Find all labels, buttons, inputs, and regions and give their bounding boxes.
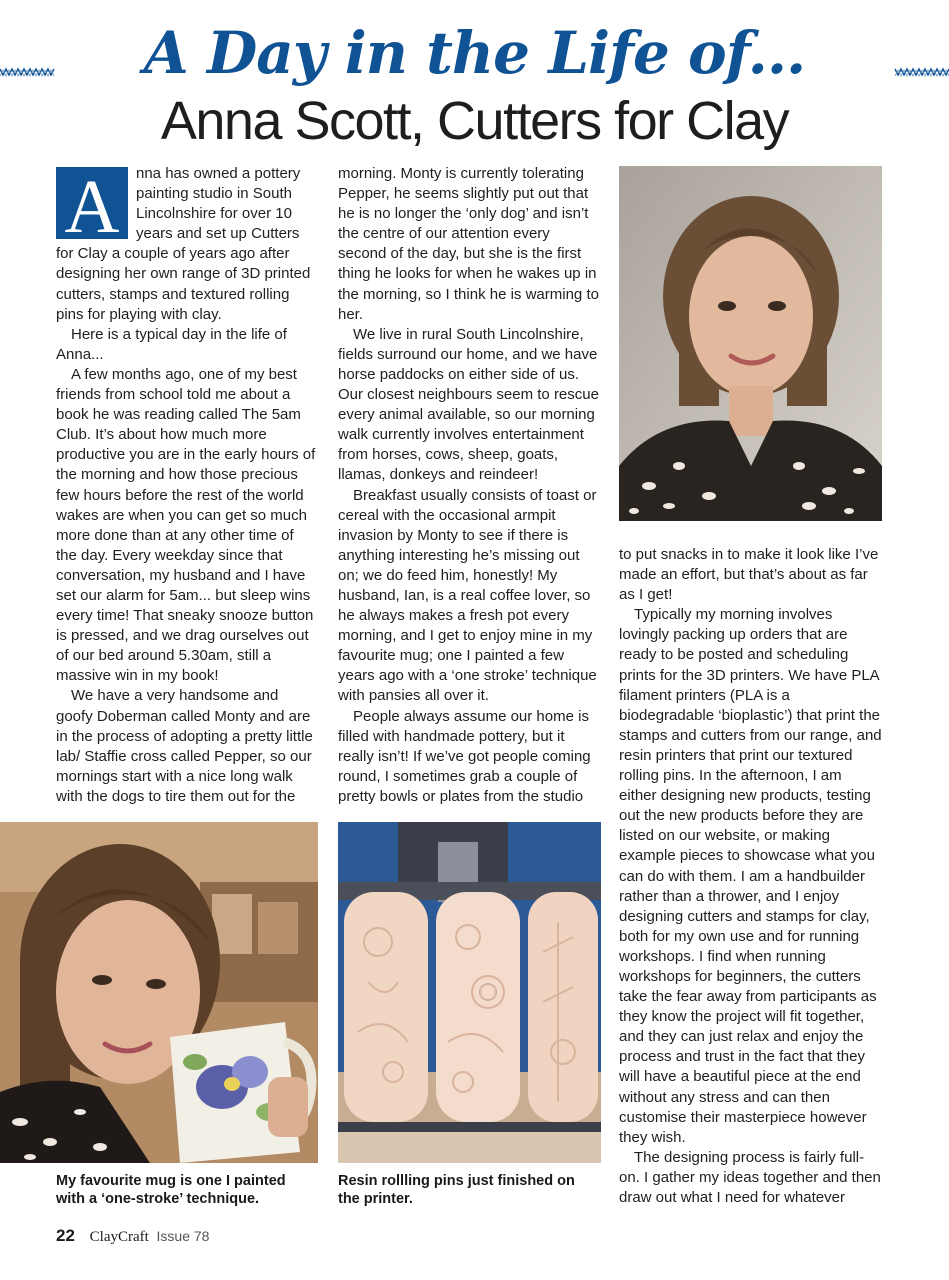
paragraph: The designing process is fairly full-on. I gather my ideas together and then draw out what I need for whatever — [619, 1148, 881, 1206]
portrait-photo — [619, 166, 882, 521]
paragraph: People always assume our home is filled with handmade pottery, but it really isn’t! If we’ve got people coming round, I sometimes grab a couple of pretty bowls or plates from the studio — [338, 707, 591, 805]
paragraph: morning. Monty is currently tolerating Pepper, he seems slightly put out that he is no longer the ‘only dog’ and isn’t the centre of our attention every second of the day, but she is the first thing he looks for when he wakes up in the morning, so I think he is warming to her. — [338, 165, 599, 323]
paragraph: to put snacks in to make it look like I’ve made an effort, but that’s about as far as I get! — [619, 546, 879, 604]
paragraph: A few months ago, one of my best friends from school told me about a book he was reading called The 5am Club. It’s about how much more productive you are in the early hours of the morning and how those precious few hours before the rest of the world wakes are when you can get so much more done than at any other time of the day. Every weekday since that conversation, my husband and I have set our alarm for 5am... but sleep wins every time! That sneaky snooze button is pressed, and we drag ourselves out of our bed around 5.30am, still a massive win in my book! — [56, 365, 316, 685]
mug-photo-caption: My favourite mug is one I painted with a ‘one-stroke’ technique. — [56, 1173, 286, 1207]
paragraph: nna has owned a pottery painting studio in South Lincolnshire for over 10 years and set up Cutters for Clay a couple of years ago after designing her own range of 3D printed cutters, stamps and textured rolling pins for playing with clay. — [56, 165, 311, 323]
article-column-1 — [56, 164, 318, 807]
paragraph: Here is a typical day in the life of Anna... — [56, 325, 287, 363]
paragraph: We have a very handsome and goofy Doberman called Monty and are in the process of adopting a pretty little lab/ Staffie cross called Pepper, so our mornings start with a nice long walk with the dogs to tire them out for the — [56, 687, 313, 805]
paragraph: Typically my morning involves lovingly packing up orders that are ready to be posted and scheduling prints for the 3D printers. We have PLA filament printers (PLA is a biodegradable ‘bioplastic’) that print the stamps and cutters from our range, and resin printers that print our textured rolling pins. In the afternoon, I am either designing new products, testing out the new products before they are listed on our website, or making example pieces to showcase what you can do with them. I am a handbuilder rather than a thrower, and I enjoy designing cutters and stamps for clay, both for my own use and for running workshops. I find when running workshops for beginners, the cutters take the fear away from participants as they know the project will fit together, and they can just relax and enjoy the process and trust in the fact that they will have a beautiful piece at the end without any stress and can then customise their masterpiece however they wish. — [619, 606, 882, 1146]
issue-number: Issue 78 — [156, 1228, 210, 1244]
page-number: 22 — [56, 1226, 75, 1245]
rolling-pins-photo — [338, 822, 601, 1163]
paragraph: We live in rural South Lincolnshire, fields surround our home, and we have horse paddocks on either side of us. Our closest neighbours seem to rescue every animal available, so our morning walk currently involves entertainment from horses, cows, sheep, goats, llamas, donkeys and reindeer! — [338, 325, 599, 484]
article-subtitle: Anna Scott, Cutters for Clay — [160, 91, 789, 151]
article-column-3 — [619, 545, 883, 1208]
page-footer — [56, 1226, 209, 1246]
article-title: A Day in the Life of... — [143, 19, 806, 87]
article-column-2 — [338, 164, 600, 807]
rolling-pins-caption: Resin rollling pins just finished on the printer. — [338, 1173, 575, 1207]
paragraph: Breakfast usually consists of toast or cereal with the occasional armpit invasion by Monty to see if there is anything interesting he’s missing out on; we do feed him, honestly! My husband, Ian, is a real coffee lover, so he always makes a fresh pot every morning, and I get to enjoy mine in my favourite mug; one I painted a few years ago with a ‘one stroke’ technique with pansies all over it. — [338, 486, 597, 705]
drop-cap: A — [56, 167, 128, 239]
mug-photo — [0, 822, 318, 1163]
magazine-name: ClayCraft — [89, 1229, 149, 1245]
